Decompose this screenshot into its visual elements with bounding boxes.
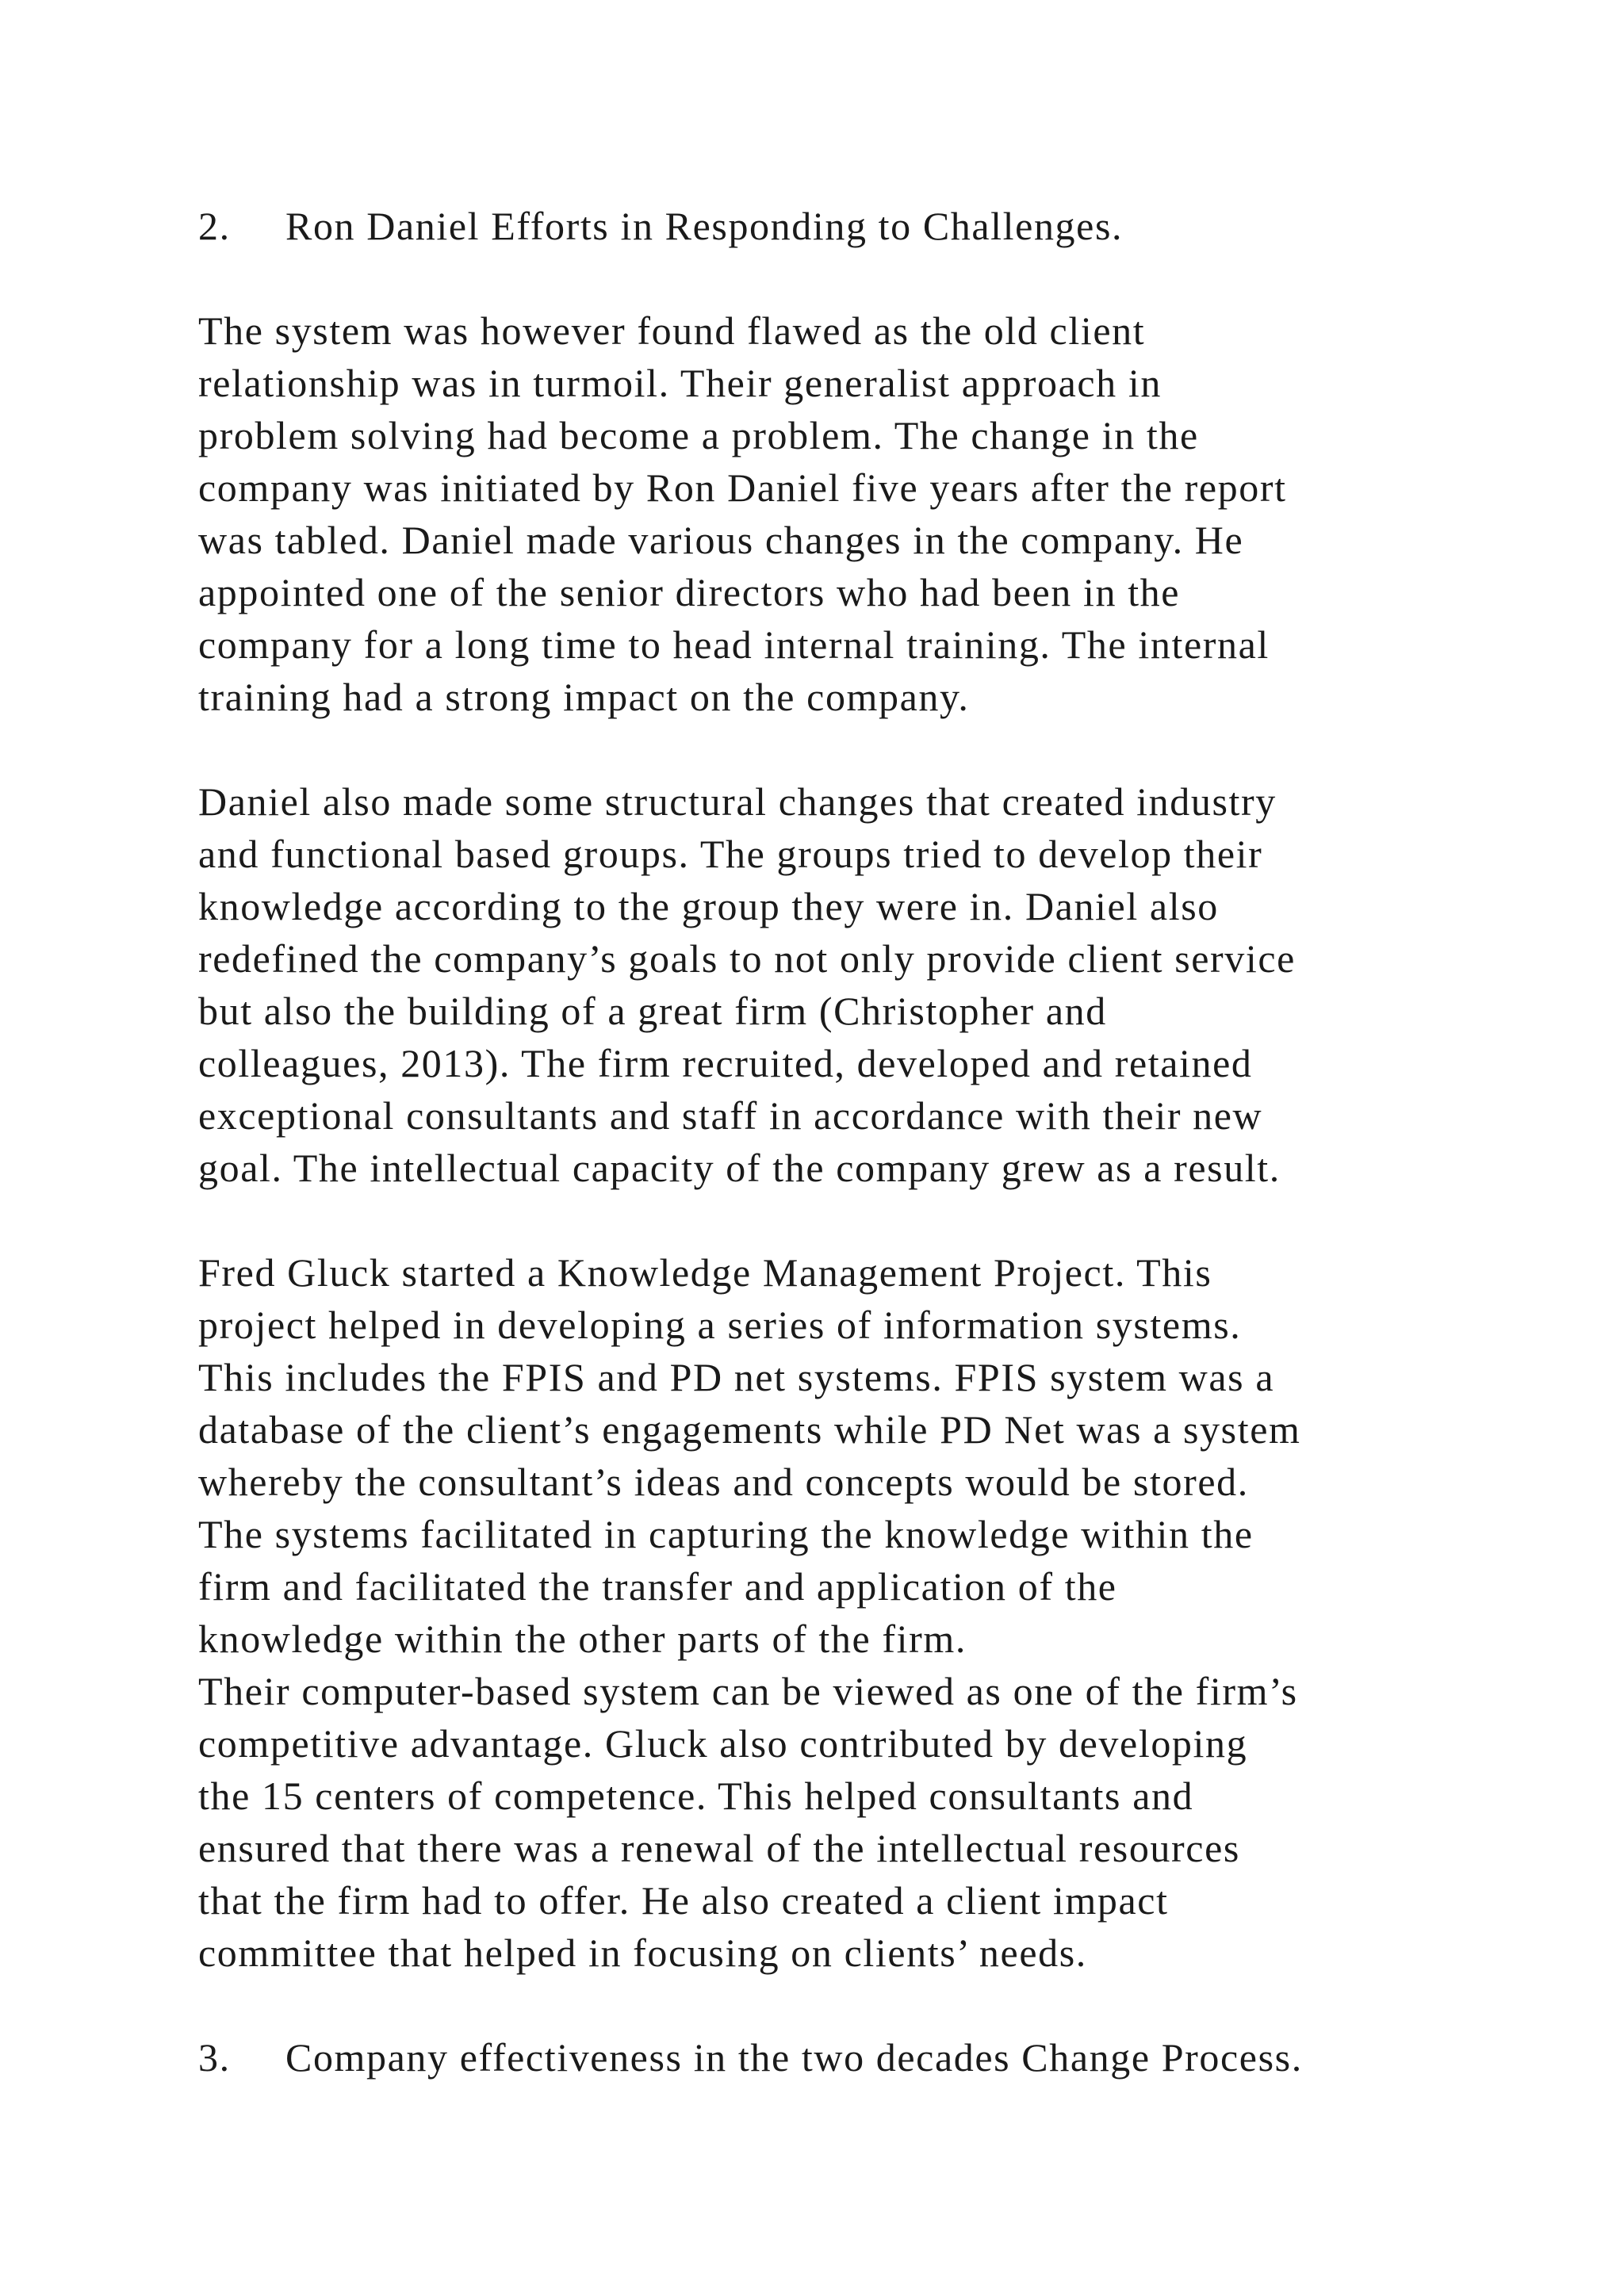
text-line: project helped in developing a series of information systems. <box>198 1303 1242 1347</box>
text-line: relationship was in turmoil. Their generalist approach in <box>198 361 1162 405</box>
text-line: firm and facilitated the transfer and application of the <box>198 1564 1117 1609</box>
text-line: competitive advantage. Gluck also contributed by developing <box>198 1721 1248 1766</box>
text-line: training had a strong impact on the company. <box>198 675 970 719</box>
text-line: appointed one of the senior directors who had been in the <box>198 570 1181 614</box>
text-line: goal. The intellectual capacity of the company grew as a result. <box>198 1146 1281 1190</box>
section-number: 3. <box>198 2035 231 2080</box>
text-line: company for a long time to head internal training. The internal <box>198 622 1270 667</box>
text-line: was tabled. Daniel made various changes in the company. He <box>198 518 1244 562</box>
section-title: Company effectiveness in the two decades Change Process. <box>285 2035 1303 2080</box>
text-line: The systems facilitated in capturing the knowledge within the <box>198 1512 1254 1556</box>
text-line: Their computer-based system can be viewed as one of the firm’s <box>198 1669 1298 1713</box>
text-line: database of the client’s engagements while PD Net was a system <box>198 1407 1301 1452</box>
text-line: Daniel also made some structural changes that created industry <box>198 779 1277 824</box>
text-line: colleagues, 2013). The firm recruited, developed and retained <box>198 1041 1253 1085</box>
section-heading-2 <box>198 200 1123 252</box>
text-line: knowledge according to the group they were in. Daniel also <box>198 884 1219 928</box>
text-line: problem solving had become a problem. The change in the <box>198 413 1199 457</box>
text-line: whereby the consultant’s ideas and concepts would be stored. <box>198 1460 1249 1504</box>
text-line: redefined the company’s goals to not only provide client service <box>198 936 1296 981</box>
text-line: that the firm had to offer. He also created a client impact <box>198 1878 1169 1923</box>
text-line: company was initiated by Ron Daniel five years after the report <box>198 465 1287 510</box>
text-line: but also the building of a great firm (Christopher and <box>198 989 1107 1033</box>
text-line: ensured that there was a renewal of the intellectual resources <box>198 1826 1240 1870</box>
text-line: This includes the FPIS and PD net systems. FPIS system was a <box>198 1355 1275 1399</box>
section-heading-3 <box>198 2031 1303 2084</box>
text-line: knowledge within the other parts of the firm. <box>198 1617 967 1661</box>
section-number: 2. <box>198 204 231 248</box>
text-line: Fred Gluck started a Knowledge Management Project. This <box>198 1250 1212 1295</box>
text-line: exceptional consultants and staff in accordance with their new <box>198 1093 1263 1138</box>
section-title: Ron Daniel Efforts in Responding to Challenges. <box>285 204 1124 248</box>
text-line: and functional based groups. The groups tried to develop their <box>198 832 1263 876</box>
text-line: the 15 centers of competence. This helped consultants and <box>198 1774 1194 1818</box>
text-line: committee that helped in focusing on clients’ needs. <box>198 1931 1087 1975</box>
text-line: The system was however found flawed as the old client <box>198 308 1146 353</box>
